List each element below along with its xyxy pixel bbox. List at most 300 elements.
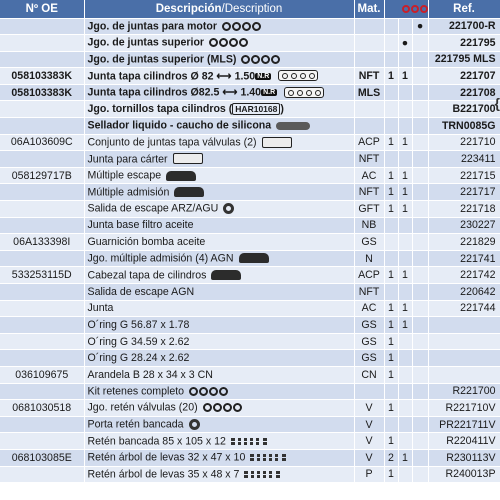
qty-b-cell	[398, 201, 412, 218]
manifold-shape-icon	[239, 253, 269, 263]
material-cell-text: AC	[361, 302, 377, 315]
reference-cell	[428, 433, 500, 450]
reference-cell-text: 221718	[460, 202, 496, 215]
gasket-set-icon	[241, 53, 281, 66]
description-cell	[84, 350, 354, 367]
table-row	[0, 234, 500, 251]
qty-b-cell	[398, 167, 412, 184]
qty-b-cell-text: 1	[402, 318, 408, 331]
reference-cell-text: 221795 MLS	[434, 53, 496, 66]
cover-gasket-icon	[173, 153, 203, 166]
qty-b-cell	[398, 433, 412, 450]
table-body	[0, 18, 500, 483]
oe-number-cell-text: 036109675	[15, 368, 69, 381]
reference-cell-text: 230227	[460, 219, 496, 232]
manifold-icon	[174, 186, 204, 199]
cover-shape-icon	[173, 153, 203, 164]
description-text: Retén bancada 85 x 105 x 12	[87, 434, 226, 447]
material-cell	[354, 317, 384, 334]
description-cell	[84, 449, 354, 466]
table-row	[0, 400, 500, 417]
material-cell-text: V	[365, 401, 373, 414]
material-cell-text: NFT	[358, 70, 380, 83]
manifold-shape-icon	[211, 270, 241, 280]
material-cell	[354, 134, 384, 151]
oe-number-cell-text: 533253115D	[11, 269, 72, 282]
qty-a-cell	[384, 250, 398, 267]
qty-a-cell	[384, 217, 398, 234]
table-row	[0, 267, 500, 284]
table-row	[0, 184, 500, 201]
reference-cell-text: 221708	[460, 86, 496, 99]
description-cell	[84, 267, 354, 284]
reference-cell-text: 221795	[460, 36, 496, 49]
material-cell-text: V	[365, 435, 373, 448]
qty-c-cell	[412, 51, 428, 68]
ring-icon	[261, 55, 270, 64]
reference-cell-text: B221700	[452, 103, 496, 116]
qty-a-cell-text: 1	[388, 435, 394, 448]
qty-a-cell	[384, 184, 398, 201]
description-cell	[84, 68, 354, 85]
material-cell	[354, 118, 384, 135]
qty-c-cell	[412, 333, 428, 350]
qty-c-cell	[412, 400, 428, 417]
qty-c-cell	[412, 300, 428, 317]
material-cell	[354, 449, 384, 466]
table-row	[0, 466, 500, 483]
material-cell	[354, 68, 384, 85]
reference-cell	[428, 51, 500, 68]
head-gasket-icon	[278, 70, 318, 83]
qty-a-cell	[384, 84, 398, 101]
description-cell	[84, 134, 354, 151]
oe-number-cell	[0, 35, 84, 52]
table-row	[0, 300, 500, 317]
description-cell	[84, 250, 354, 267]
oe-number-cell	[0, 400, 84, 417]
description-text: O´ring G 56.87 x 1.78	[87, 318, 190, 331]
header-mat: Mat.	[354, 0, 384, 18]
tube-shape-icon	[276, 122, 310, 130]
description-text: Porta retén bancada	[87, 418, 184, 431]
table-row	[0, 250, 500, 267]
qty-b-cell	[398, 217, 412, 234]
reference-cell	[428, 217, 500, 234]
qty-c-cell	[412, 284, 428, 301]
qty-b-cell-text: 1	[402, 136, 408, 149]
material-cell	[354, 466, 384, 483]
manifold-icon	[166, 169, 196, 182]
description-text: Kit retenes completo	[87, 385, 185, 398]
qty-a-cell	[384, 449, 398, 466]
description-text: Retén árbol de levas 32 x 47 x 10	[87, 451, 246, 464]
reference-cell-text: 221717	[460, 186, 496, 199]
description-cell	[84, 184, 354, 201]
material-cell-text: MLS	[357, 86, 381, 99]
reference-cell	[428, 84, 500, 101]
qty-a-cell	[384, 267, 398, 284]
description-cell	[84, 35, 354, 52]
reference-cell	[428, 167, 500, 184]
qty-a-cell-text: 2	[388, 451, 394, 464]
ring-icon	[229, 38, 238, 47]
material-cell	[354, 366, 384, 383]
qty-c-cell	[412, 167, 428, 184]
gasket-set-icon	[203, 401, 243, 414]
qty-c-cell	[412, 416, 428, 433]
qty-b-cell-text: 1	[402, 202, 408, 215]
qty-b-cell-text: ●	[401, 36, 409, 49]
bracket-mark-icon: {	[494, 95, 500, 111]
description-text: Junta tapa cilindros Ø 82	[87, 69, 214, 82]
oe-number-cell	[0, 416, 84, 433]
material-cell	[354, 201, 384, 218]
qty-c-cell	[412, 317, 428, 334]
qty-c-cell	[412, 35, 428, 52]
ring-icon	[251, 55, 260, 64]
material-cell	[354, 84, 384, 101]
header-ref: Ref.	[428, 0, 500, 18]
oe-number-cell	[0, 217, 84, 234]
ring-icon	[203, 403, 212, 412]
oe-number-cell	[0, 234, 84, 251]
oe-number-cell	[0, 333, 84, 350]
oe-number-cell	[0, 383, 84, 400]
material-cell-text: NFT	[358, 153, 380, 166]
manifold-shape-icon	[166, 171, 196, 181]
oe-number-cell	[0, 134, 84, 151]
reference-cell	[428, 18, 500, 35]
material-cell	[354, 333, 384, 350]
oe-number-cell-text: 058103383K	[11, 70, 73, 83]
reference-cell	[428, 118, 500, 135]
ring-icon	[223, 403, 232, 412]
thickness-text: 1.50	[234, 69, 256, 82]
reference-cell	[428, 449, 500, 466]
qty-a-cell-text: 1	[388, 269, 394, 282]
qty-a-cell	[384, 167, 398, 184]
qty-c-cell	[412, 217, 428, 234]
material-cell-text: GS	[361, 352, 377, 365]
description-text: Junta base filtro aceite	[87, 219, 194, 232]
material-cell	[354, 18, 384, 35]
ring-icon	[271, 55, 280, 64]
description-cell	[84, 466, 354, 483]
description-cell	[84, 317, 354, 334]
ring-icon	[209, 387, 218, 396]
qty-a-cell	[384, 134, 398, 151]
sealant-tube-icon	[276, 119, 310, 132]
qty-a-cell	[384, 383, 398, 400]
oe-number-cell	[0, 167, 84, 184]
qty-c-cell	[412, 18, 428, 35]
material-cell-text: GS	[361, 236, 377, 249]
qty-c-cell	[412, 250, 428, 267]
qty-b-cell	[398, 18, 412, 35]
oe-number-cell	[0, 201, 84, 218]
material-cell-text: P	[365, 468, 373, 481]
table-row	[0, 118, 500, 135]
material-cell-text: N	[365, 252, 373, 265]
table-row	[0, 134, 500, 151]
qty-a-cell-text: 1	[388, 169, 394, 182]
oe-number-cell-text: 06A103609C	[10, 136, 73, 149]
table-row	[0, 18, 500, 35]
qty-c-cell	[412, 449, 428, 466]
camshaft-shape-icon	[250, 454, 286, 461]
material-cell	[354, 184, 384, 201]
description-text: O´ring G 34.59 x 2.62	[87, 335, 190, 348]
qty-c-cell	[412, 267, 428, 284]
material-cell	[354, 250, 384, 267]
material-cell-text: NB	[361, 219, 377, 232]
thickness-text: 1.40	[240, 86, 262, 99]
gasket-shape-icon	[284, 87, 324, 98]
table-row	[0, 51, 500, 68]
qty-a-cell-text: 1	[388, 136, 394, 149]
cover-shape-icon	[262, 137, 292, 148]
qty-c-cell	[412, 466, 428, 483]
reference-cell	[428, 101, 500, 118]
header-description-thin: /Description	[221, 2, 283, 15]
reference-cell-text: 223411	[460, 153, 496, 166]
material-cell-text: GFT	[358, 202, 380, 215]
cover-gasket-icon	[262, 136, 292, 149]
description-text: Conjunto de juntas tapa válvulas (2)	[87, 136, 257, 149]
description-text: Cabezal tapa de cilindros	[87, 269, 207, 281]
reference-cell	[428, 383, 500, 400]
qty-b-cell	[398, 118, 412, 135]
reference-cell	[428, 151, 500, 168]
qty-a-cell-text: 1	[388, 302, 394, 315]
material-cell-text: CN	[361, 368, 377, 381]
ring-icon	[242, 22, 251, 31]
qty-b-cell-text: 1	[402, 302, 408, 315]
description-cell	[84, 51, 354, 68]
material-cell	[354, 167, 384, 184]
qty-b-cell	[398, 151, 412, 168]
seal-icon	[189, 418, 200, 431]
seal-shape-icon	[223, 203, 234, 214]
gasket-set-icon	[209, 36, 249, 49]
qty-c-cell	[412, 68, 428, 85]
oe-number-cell	[0, 18, 84, 35]
qty-b-cell	[398, 68, 412, 85]
material-cell	[354, 267, 384, 284]
reference-cell-text: 221707	[460, 70, 496, 83]
oe-number-cell-text: 0681030518	[12, 401, 72, 414]
description-cell	[84, 433, 354, 450]
nr-badge: N.R	[263, 89, 276, 97]
thickness-symbol-icon: ⟷	[219, 86, 241, 99]
qty-c-cell	[412, 101, 428, 118]
description-cell	[84, 400, 354, 417]
material-cell-text: ACP	[358, 136, 380, 149]
reference-cell	[428, 250, 500, 267]
oe-number-cell-text: 06A133398I	[13, 236, 71, 249]
reference-cell	[428, 366, 500, 383]
qty-a-cell-text: 1	[388, 70, 394, 83]
oe-number-cell	[0, 466, 84, 483]
qty-b-cell	[398, 51, 412, 68]
oe-number-cell	[0, 250, 84, 267]
oe-number-cell	[0, 350, 84, 367]
header-description	[84, 0, 354, 18]
description-cell	[84, 383, 354, 400]
manifold-shape-icon	[174, 187, 204, 197]
table-row	[0, 333, 500, 350]
qty-b-cell-text: 1	[402, 70, 408, 83]
material-cell	[354, 350, 384, 367]
table-row	[0, 201, 500, 218]
table-row	[0, 101, 500, 118]
material-cell	[354, 433, 384, 450]
table-row	[0, 449, 500, 466]
material-cell	[354, 151, 384, 168]
description-cell	[84, 217, 354, 234]
qty-a-cell	[384, 68, 398, 85]
har-badge: HAR10168	[232, 103, 280, 115]
table-row	[0, 68, 500, 85]
reference-cell-text: PR221711V	[439, 418, 496, 431]
oe-number-cell	[0, 366, 84, 383]
oe-number-cell	[0, 433, 84, 450]
table-row	[0, 167, 500, 184]
qty-b-cell	[398, 234, 412, 251]
reference-cell	[428, 400, 500, 417]
qty-b-cell	[398, 466, 412, 483]
oe-number-cell	[0, 151, 84, 168]
reference-cell	[428, 416, 500, 433]
qty-b-cell	[398, 400, 412, 417]
reference-cell-text: 221700-R	[449, 20, 496, 33]
qty-a-cell	[384, 317, 398, 334]
brand-emblem-icon	[400, 0, 430, 18]
oe-number-cell	[0, 101, 84, 118]
oe-number-cell	[0, 267, 84, 284]
table-row	[0, 284, 500, 301]
material-cell	[354, 51, 384, 68]
qty-b-cell	[398, 350, 412, 367]
qty-c-cell	[412, 151, 428, 168]
material-cell	[354, 101, 384, 118]
qty-b-cell	[398, 366, 412, 383]
reference-cell-text: 221715	[460, 169, 496, 182]
description-cell	[84, 118, 354, 135]
description-cell	[84, 167, 354, 184]
thickness-symbol-icon: ⟷	[213, 69, 235, 82]
qty-b-cell	[398, 449, 412, 466]
reference-cell	[428, 300, 500, 317]
oe-number-cell	[0, 317, 84, 334]
reference-cell	[428, 234, 500, 251]
description-text: Salida de escape AGN	[87, 285, 195, 298]
description-text: Múltiple escape	[87, 169, 162, 182]
description-cell	[84, 101, 354, 118]
qty-a-cell-text: 1	[388, 202, 394, 215]
material-cell	[354, 383, 384, 400]
ring-icon	[219, 387, 228, 396]
description-cell	[84, 333, 354, 350]
reference-cell	[428, 267, 500, 284]
qty-a-cell	[384, 18, 398, 35]
header-oe: Nº OE	[0, 0, 84, 18]
qty-a-cell	[384, 101, 398, 118]
ring-icon	[241, 55, 250, 64]
qty-b-cell	[398, 317, 412, 334]
material-cell-text: ACP	[358, 269, 380, 282]
qty-c-cell	[412, 234, 428, 251]
qty-b-cell	[398, 250, 412, 267]
material-cell-text: NFT	[358, 285, 380, 298]
reference-cell	[428, 35, 500, 52]
oe-number-cell-text: 058103383K	[11, 86, 73, 99]
ring-icon	[252, 22, 261, 31]
nr-badge: N.R	[257, 72, 270, 80]
camshaft-shape-icon	[244, 471, 280, 478]
qty-a-cell-text: 1	[388, 401, 394, 414]
material-cell	[354, 217, 384, 234]
ring-icon	[213, 403, 222, 412]
camshaft-icon	[231, 435, 267, 448]
ring-icon	[239, 38, 248, 47]
qty-c-cell	[412, 118, 428, 135]
qty-a-cell	[384, 35, 398, 52]
qty-c-cell	[412, 84, 428, 101]
description-suffix: )	[280, 103, 284, 116]
material-cell	[354, 234, 384, 251]
qty-c-cell	[412, 134, 428, 151]
qty-a-cell-text: 1	[388, 318, 394, 331]
description-text: Jgo. de juntas superior	[87, 36, 205, 49]
qty-b-cell	[398, 284, 412, 301]
header-description-strong: Descripción	[155, 2, 222, 15]
camshaft-shape-icon	[231, 438, 267, 445]
reference-cell	[428, 466, 500, 483]
material-cell	[354, 35, 384, 52]
reference-cell	[428, 184, 500, 201]
table-row	[0, 151, 500, 168]
table-row	[0, 433, 500, 450]
qty-b-cell	[398, 35, 412, 52]
description-cell	[84, 201, 354, 218]
table-row	[0, 317, 500, 334]
material-cell-text: GS	[361, 318, 377, 331]
qty-a-cell	[384, 284, 398, 301]
qty-a-cell	[384, 234, 398, 251]
qty-c-cell	[412, 366, 428, 383]
table-row	[0, 383, 500, 400]
description-cell	[84, 300, 354, 317]
reference-cell	[428, 350, 500, 367]
description-text: Junta para cárter	[87, 152, 168, 165]
oe-number-cell	[0, 118, 84, 135]
qty-c-cell-text: ●	[416, 20, 424, 33]
reference-cell	[428, 333, 500, 350]
seal-shape-icon	[189, 419, 200, 430]
qty-a-cell	[384, 300, 398, 317]
qty-b-cell	[398, 134, 412, 151]
qty-a-cell	[384, 350, 398, 367]
reference-cell-text: 221710	[460, 136, 496, 149]
reference-cell-text: R220411V	[446, 435, 496, 448]
qty-b-cell	[398, 184, 412, 201]
description-text: Jgo. retén válvulas (20)	[87, 401, 198, 414]
description-cell	[84, 18, 354, 35]
reference-cell-text: 221742	[460, 269, 496, 282]
material-cell-text: AC	[361, 169, 377, 182]
